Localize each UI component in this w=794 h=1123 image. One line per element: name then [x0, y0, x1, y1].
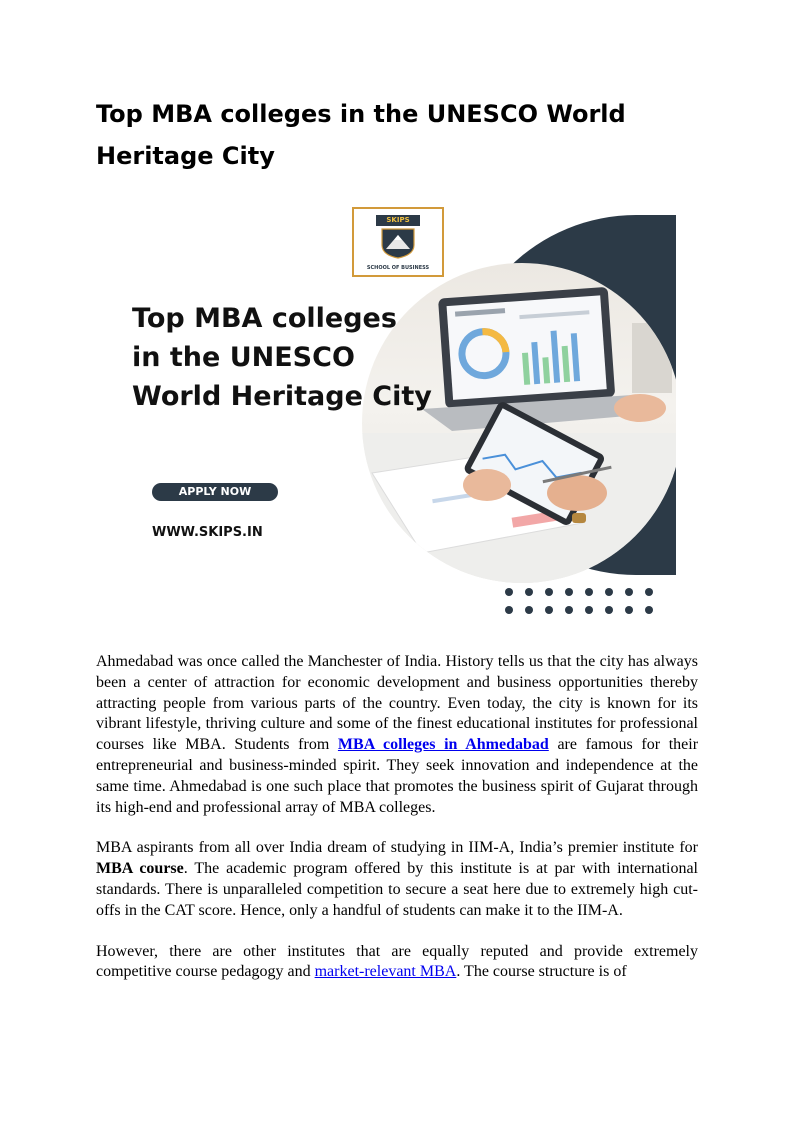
paragraph-2-text-b: . The academic program offered by this institute is at par with international standards. There is unparalleled competition to secure a seat here due to extremely high cut-offs in the CAT score. Hence, only a handful of students can make it to the IIM-A. [96, 860, 699, 919]
banner-heading: Top MBA colleges in the UNESCO World Heritage City [132, 303, 432, 412]
banner-url: WWW.SKIPS.IN [152, 525, 263, 540]
logo-subtext: SCHOOL OF BUSINESS [366, 265, 430, 271]
paragraph-3-text-b: . The course structure is of [456, 963, 627, 981]
paragraph-1-text-a: Ahmedabad was once called the Manchester of India. History tells us that the city has always been a center of attraction for economic development and business opportunities thereby attracting people from various parts of the country. Even today, the city is known for its vibrant lifestyle, thriving culture and some of the finest educational institutes for professional courses like MBA. Students from [96, 653, 698, 754]
logo-text: SKIPS [376, 215, 420, 226]
skips-logo [352, 207, 444, 277]
mba-course-bold: MBA course [96, 860, 184, 878]
paragraph-1-text-b: are famous for their entrepreneurial and business-minded spirit. They seek innovation and independence at the same time. Ahmedabad is one such place that promotes the business spirit of Gujarat through its high-end and professional array of MBA colleges. [96, 736, 699, 816]
paragraph-1 [96, 652, 698, 818]
apply-now-button: APPLY NOW [152, 483, 278, 501]
article-body [96, 652, 698, 1003]
decorative-dots [501, 586, 661, 625]
mba-colleges-ahmedabad-link[interactable]: MBA colleges in Ahmedabad [337, 736, 549, 754]
banner-image [96, 205, 676, 625]
paragraph-2 [96, 838, 698, 921]
paragraph-2-text-a: MBA aspirants from all over India dream of studying in IIM-A, India’s premier institute for [96, 839, 698, 857]
shield-mountain-icon [380, 227, 416, 259]
paragraph-3-text-a: However, there are other institutes that are equally reputed and provide extremely competitive course pedagogy and [96, 942, 698, 981]
page-title: Top MBA colleges in the UNESCO World Heritage City [96, 100, 626, 170]
paragraph-3 [96, 942, 698, 984]
market-relevant-mba-link[interactable]: market-relevant MBA [314, 963, 457, 981]
